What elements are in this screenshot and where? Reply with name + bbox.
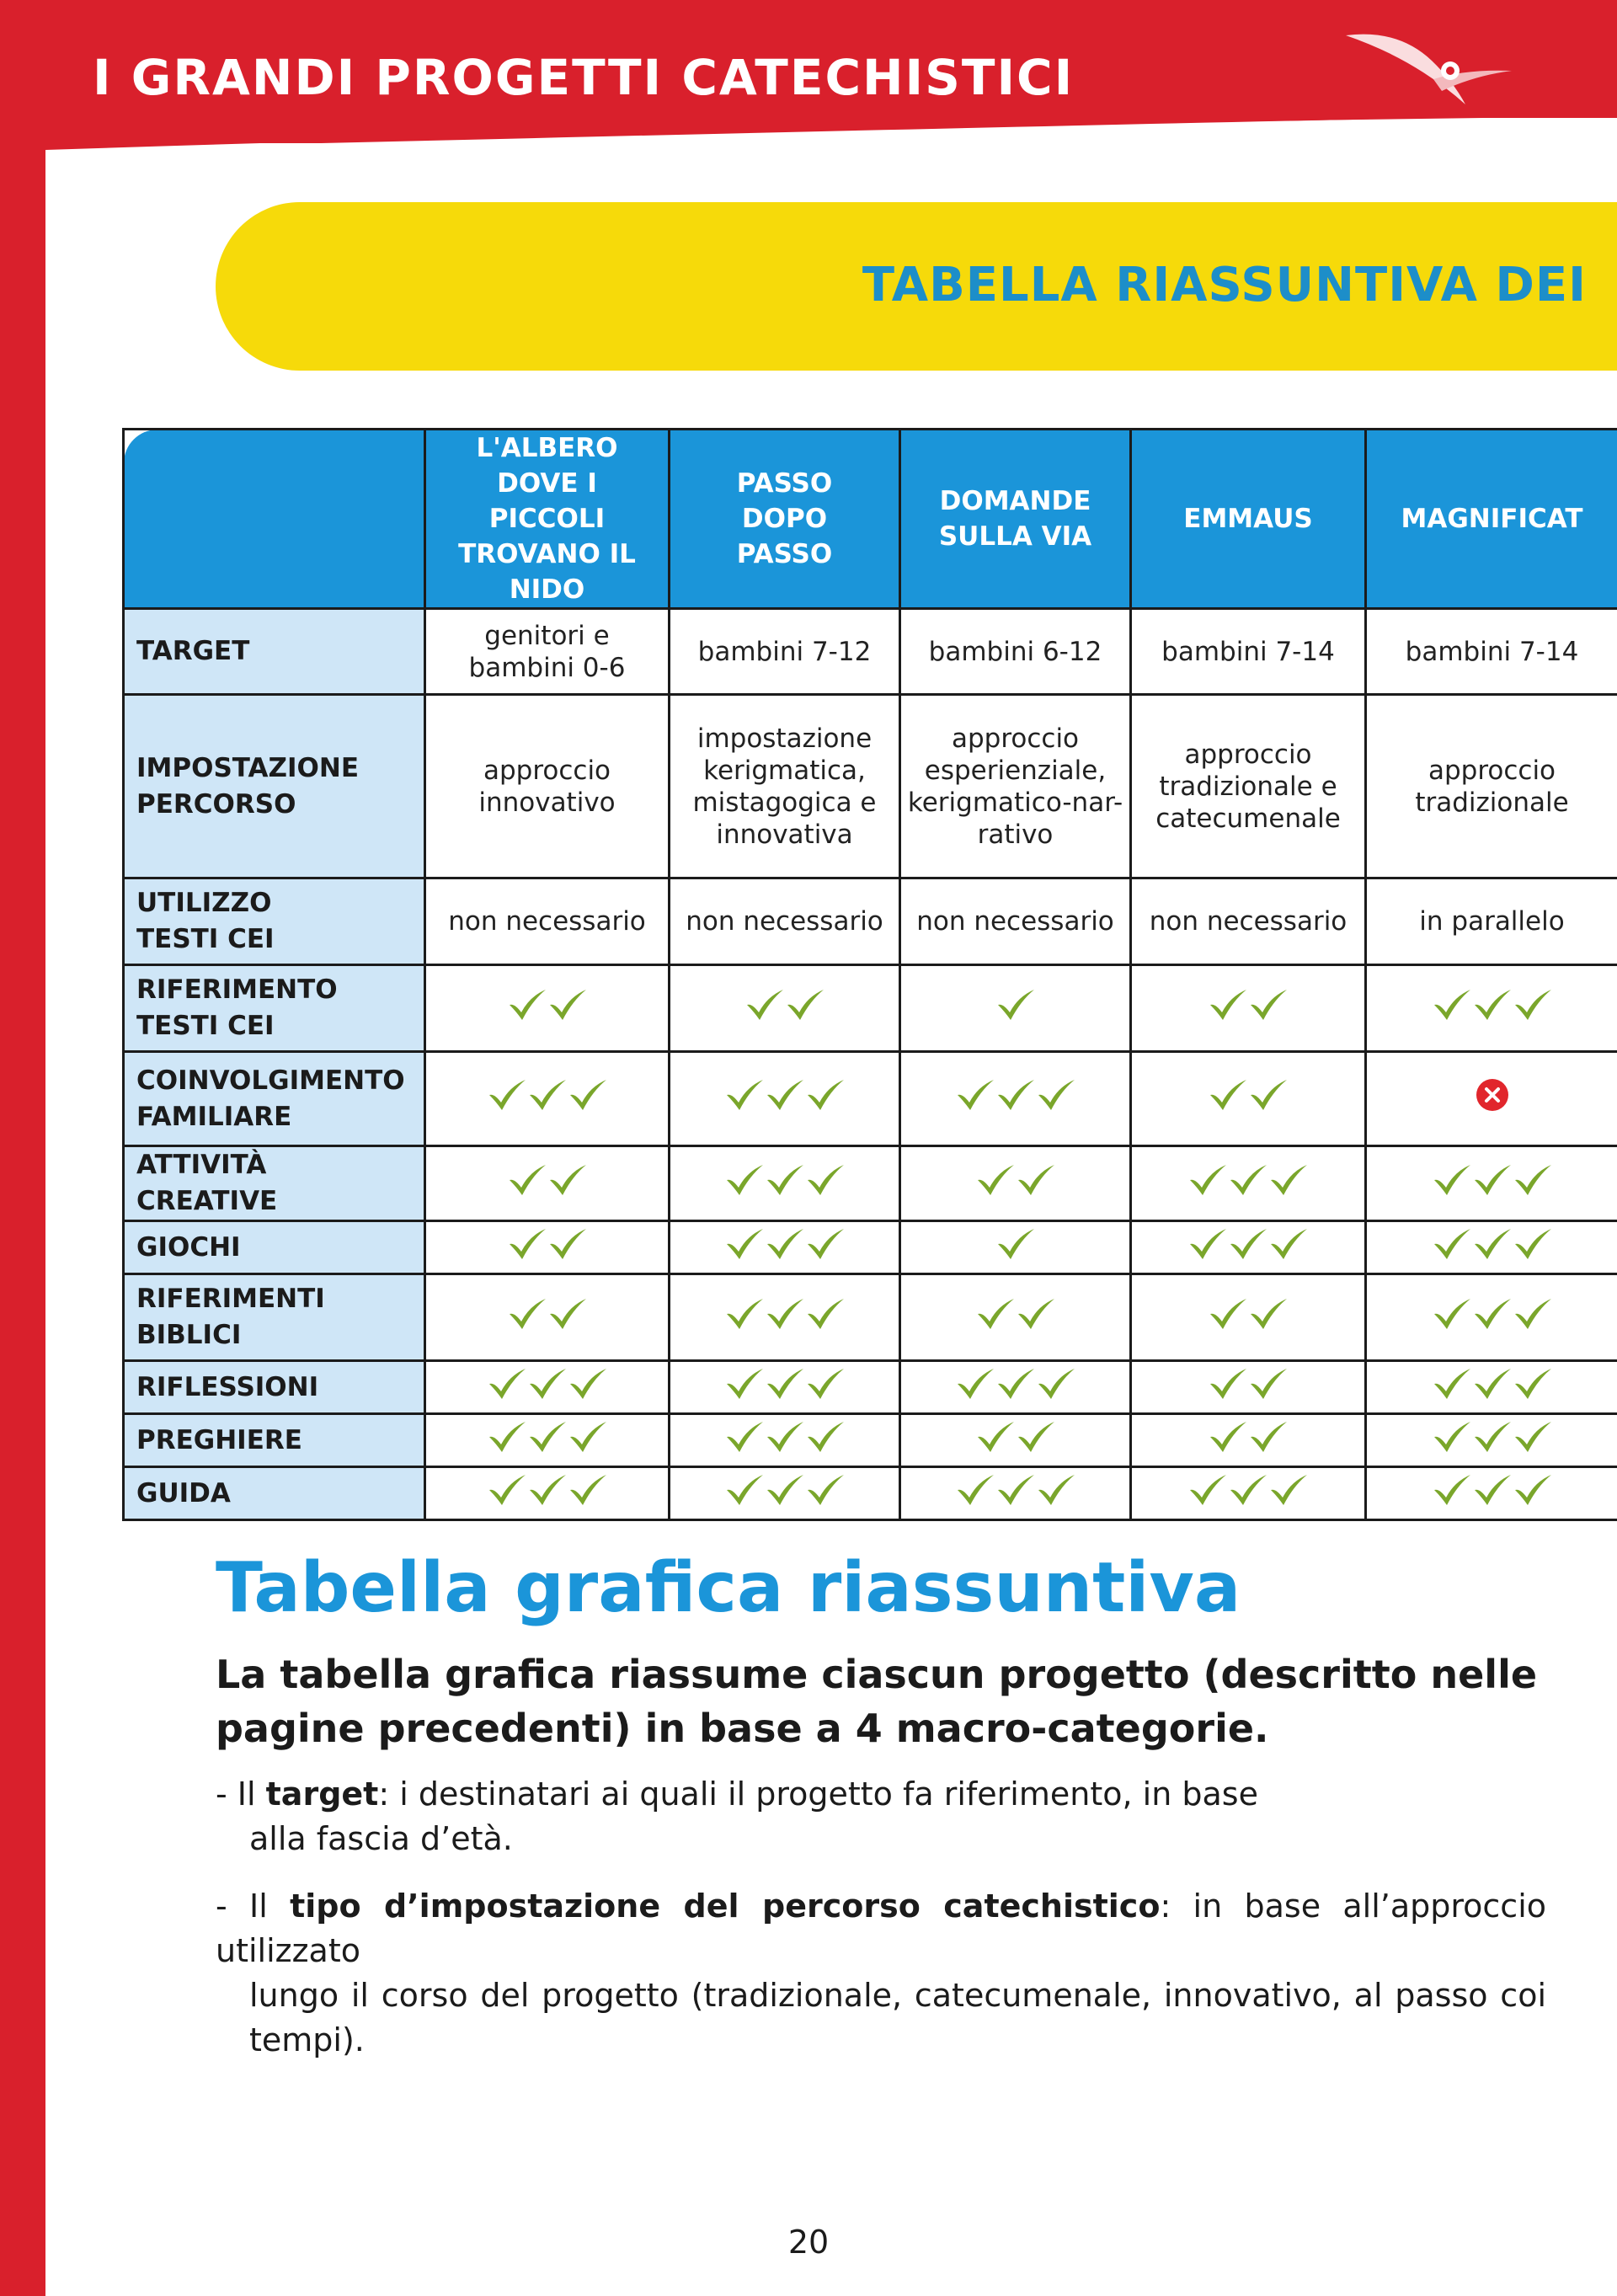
- column-header: L'ALBERO DOVE I PICCOLI TROVANO IL NIDO: [425, 430, 670, 609]
- rating-cell: [900, 1146, 1131, 1221]
- rating-cell: [425, 1146, 670, 1221]
- checkmark-icon: [567, 1471, 609, 1508]
- checkmark-icon: [1187, 1161, 1229, 1199]
- bullet-text: : i destinatari ai quali il progetto fa riferimento, in base: [378, 1775, 1258, 1813]
- checkmark-icon: [1471, 1225, 1513, 1263]
- table-header-row: [124, 430, 1617, 609]
- bullet-target: [216, 1772, 1546, 1861]
- checkmark-icon: [1207, 1295, 1249, 1332]
- rating-cell: [670, 1221, 900, 1274]
- checkmark-icon: [486, 1365, 528, 1402]
- checkmark-icon: [1471, 1471, 1513, 1508]
- rating-cell: [900, 1274, 1131, 1361]
- rating-cell: [1366, 1052, 1617, 1146]
- table-row: [124, 878, 1617, 965]
- checkmark-icon: [954, 1365, 996, 1402]
- checkmark-icon: [526, 1471, 568, 1508]
- row-label: ATTIVITÀ CREATIVE: [124, 1146, 425, 1221]
- checkmark-icon: [486, 1076, 528, 1113]
- checkmark-icon: [1431, 1161, 1473, 1199]
- checkmark-icon: [784, 986, 826, 1023]
- summary-table: [122, 428, 1617, 1521]
- checkmark-icon: [1512, 1295, 1554, 1332]
- rating-cell: [900, 1414, 1131, 1467]
- row-label: IMPOSTAZIONE PERCORSO: [124, 695, 425, 878]
- rating-cell: [670, 1052, 900, 1146]
- left-red-strip: [0, 0, 45, 2296]
- rating-cell: [1131, 965, 1366, 1052]
- checkmark-icon: [1227, 1225, 1269, 1263]
- checkmark-icon: [486, 1471, 528, 1508]
- column-header: EMMAUS: [1131, 430, 1366, 609]
- row-label: RIFLESSIONI: [124, 1361, 425, 1414]
- rating-cell: [670, 1467, 900, 1520]
- checkmark-icon: [1267, 1225, 1310, 1263]
- title-banner: [216, 202, 1617, 371]
- row-label: COINVOLGIMENTO FAMILIARE: [124, 1052, 425, 1146]
- checkmark-icon: [506, 986, 548, 1023]
- x-mark-icon: [1474, 1076, 1511, 1113]
- checkmark-icon: [547, 1295, 589, 1332]
- table-cell: approccio tradizionale: [1366, 695, 1617, 878]
- bullet-impostazione: [216, 1884, 1546, 2063]
- checkmark-icon: [974, 1161, 1017, 1199]
- row-label: GUIDA: [124, 1467, 425, 1520]
- table-cell: non necessario: [425, 878, 670, 965]
- rating-cell: [1131, 1221, 1366, 1274]
- checkmark-icon: [954, 1076, 996, 1113]
- rating-cell: [900, 1467, 1131, 1520]
- table-cell: bambini 7-14: [1131, 609, 1366, 695]
- bullet-prefix: - Il: [216, 1775, 266, 1813]
- checkmark-icon: [723, 1418, 766, 1455]
- rating-cell: [900, 1052, 1131, 1146]
- rating-cell: [425, 1467, 670, 1520]
- publisher-logo-icon: [1339, 20, 1516, 113]
- table-row: [124, 695, 1617, 878]
- column-header: MAGNIFICAT: [1366, 430, 1617, 609]
- rating-cell: [1131, 1467, 1366, 1520]
- table-cell: non necessario: [1131, 878, 1366, 965]
- checkmark-icon: [723, 1295, 766, 1332]
- rating-cell: [670, 1274, 900, 1361]
- table-row: [124, 1221, 1617, 1274]
- bullet-text: : in base all’approccio utilizzato: [216, 1888, 1547, 1969]
- checkmark-icon: [804, 1418, 846, 1455]
- row-label: PREGHIERE: [124, 1414, 425, 1467]
- section-title: Tabella grafica riassuntiva: [216, 1548, 1241, 1628]
- checkmark-icon: [1227, 1161, 1269, 1199]
- rating-cell: [1131, 1052, 1366, 1146]
- rating-cell: [900, 1221, 1131, 1274]
- checkmark-icon: [547, 986, 589, 1023]
- table-cell: approccio esperienziale, kerigmatico-nar-rativo: [900, 695, 1131, 878]
- rating-cell: [425, 1361, 670, 1414]
- checkmark-icon: [1035, 1471, 1077, 1508]
- table-cell: approccio innovativo: [425, 695, 670, 878]
- checkmark-icon: [804, 1295, 846, 1332]
- checkmark-icon: [567, 1365, 609, 1402]
- checkmark-icon: [954, 1471, 996, 1508]
- checkmark-icon: [1512, 1471, 1554, 1508]
- checkmark-icon: [804, 1471, 846, 1508]
- rating-cell: [1366, 1361, 1617, 1414]
- checkmark-icon: [506, 1295, 548, 1332]
- rating-cell: [670, 1146, 900, 1221]
- table-cell: bambini 6-12: [900, 609, 1131, 695]
- page-number: 20: [787, 2224, 830, 2261]
- checkmark-icon: [1247, 1076, 1289, 1113]
- checkmark-icon: [567, 1418, 609, 1455]
- rating-cell: [670, 1361, 900, 1414]
- checkmark-icon: [506, 1161, 548, 1199]
- checkmark-icon: [1431, 1295, 1473, 1332]
- table-cell: in parallelo: [1366, 878, 1617, 965]
- column-header: PASSO DOPO PASSO: [670, 430, 900, 609]
- checkmark-icon: [995, 1225, 1037, 1263]
- checkmark-icon: [1247, 1295, 1289, 1332]
- rating-cell: [1131, 1146, 1366, 1221]
- checkmark-icon: [567, 1076, 609, 1113]
- checkmark-icon: [547, 1161, 589, 1199]
- checkmark-icon: [764, 1418, 806, 1455]
- checkmark-icon: [1512, 1225, 1554, 1263]
- checkmark-icon: [1187, 1471, 1229, 1508]
- row-label: UTILIZZO TESTI CEI: [124, 878, 425, 965]
- checkmark-icon: [723, 1365, 766, 1402]
- table-cell: genitori e bambini 0-6: [425, 609, 670, 695]
- row-label: TARGET: [124, 609, 425, 695]
- checkmark-icon: [995, 986, 1037, 1023]
- summary-table-container: [122, 428, 1617, 1521]
- header-title: I GRANDI PROGETTI CATECHISTICI: [93, 49, 1075, 106]
- rating-cell: [1131, 1274, 1366, 1361]
- table-row: [124, 1274, 1617, 1361]
- checkmark-icon: [1207, 1418, 1249, 1455]
- checkmark-icon: [1431, 1418, 1473, 1455]
- checkmark-icon: [1035, 1076, 1077, 1113]
- checkmark-icon: [764, 1225, 806, 1263]
- checkmark-icon: [744, 986, 786, 1023]
- checkmark-icon: [995, 1471, 1037, 1508]
- table-cell: bambini 7-12: [670, 609, 900, 695]
- rating-cell: [1366, 1467, 1617, 1520]
- checkmark-icon: [1035, 1365, 1077, 1402]
- banner-title: TABELLA RIASSUNTIVA DEI: [862, 258, 1587, 312]
- checkmark-icon: [764, 1365, 806, 1402]
- table-corner-cell: [124, 430, 425, 609]
- table-cell: non necessario: [670, 878, 900, 965]
- rating-cell: [425, 965, 670, 1052]
- checkmark-icon: [1431, 986, 1473, 1023]
- checkmark-icon: [1207, 1076, 1249, 1113]
- checkmark-icon: [526, 1076, 568, 1113]
- checkmark-icon: [1015, 1295, 1057, 1332]
- table-row: [124, 1052, 1617, 1146]
- checkmark-icon: [1187, 1225, 1229, 1263]
- checkmark-icon: [1267, 1471, 1310, 1508]
- checkmark-icon: [1247, 1365, 1289, 1402]
- checkmark-icon: [1471, 1418, 1513, 1455]
- checkmark-icon: [1207, 1365, 1249, 1402]
- checkmark-icon: [804, 1161, 846, 1199]
- table-cell: approccio tradizionale e catecumenale: [1131, 695, 1366, 878]
- checkmark-icon: [486, 1418, 528, 1455]
- checkmark-icon: [1512, 1161, 1554, 1199]
- rating-cell: [1131, 1361, 1366, 1414]
- bullet-continuation: lungo il corso del progetto (tradizionale, catecumenale, innovativo, al passo coi tempi).: [249, 1977, 1546, 2058]
- rating-cell: [1366, 1221, 1617, 1274]
- rating-cell: [900, 1361, 1131, 1414]
- rating-cell: [1366, 1146, 1617, 1221]
- checkmark-icon: [1247, 986, 1289, 1023]
- table-cell: non necessario: [900, 878, 1131, 965]
- rating-cell: [1366, 1414, 1617, 1467]
- checkmark-icon: [1512, 986, 1554, 1023]
- checkmark-icon: [764, 1295, 806, 1332]
- table-row: [124, 1414, 1617, 1467]
- checkmark-icon: [764, 1471, 806, 1508]
- checkmark-icon: [1015, 1418, 1057, 1455]
- checkmark-icon: [723, 1471, 766, 1508]
- table-row: [124, 965, 1617, 1052]
- column-header: DOMANDE SULLA VIA: [900, 430, 1131, 609]
- bullet-prefix: - Il: [216, 1888, 291, 1925]
- rating-cell: [425, 1221, 670, 1274]
- section-lead: La tabella grafica riassume ciascun progetto (descritto nelle pagine precedenti) in base a 4 macro-categorie.: [216, 1652, 1538, 1751]
- checkmark-icon: [547, 1225, 589, 1263]
- checkmark-icon: [723, 1161, 766, 1199]
- table-cell: bambini 7-14: [1366, 609, 1617, 695]
- checkmark-icon: [1471, 1161, 1513, 1199]
- table-row: [124, 1361, 1617, 1414]
- rating-cell: [425, 1052, 670, 1146]
- checkmark-icon: [1267, 1161, 1310, 1199]
- bullet-term: target: [265, 1775, 379, 1813]
- checkmark-icon: [1207, 986, 1249, 1023]
- rating-cell: [425, 1274, 670, 1361]
- checkmark-icon: [526, 1365, 568, 1402]
- rating-cell: [1366, 965, 1617, 1052]
- table-row: [124, 1146, 1617, 1221]
- checkmark-icon: [974, 1418, 1017, 1455]
- checkmark-icon: [804, 1225, 846, 1263]
- checkmark-icon: [506, 1225, 548, 1263]
- checkmark-icon: [804, 1076, 846, 1113]
- checkmark-icon: [974, 1295, 1017, 1332]
- bullet-term: tipo d’impostazione del percorso catechistico: [290, 1888, 1161, 1925]
- checkmark-icon: [526, 1418, 568, 1455]
- checkmark-icon: [723, 1225, 766, 1263]
- checkmark-icon: [1471, 986, 1513, 1023]
- row-label: RIFERIMENTO TESTI CEI: [124, 965, 425, 1052]
- rating-cell: [1366, 1274, 1617, 1361]
- checkmark-icon: [1471, 1365, 1513, 1402]
- rating-cell: [900, 965, 1131, 1052]
- rating-cell: [425, 1414, 670, 1467]
- checkmark-icon: [723, 1076, 766, 1113]
- table-row: [124, 609, 1617, 695]
- checkmark-icon: [1431, 1471, 1473, 1508]
- bullet-continuation: alla fascia d’età.: [249, 1820, 513, 1857]
- rating-cell: [1131, 1414, 1366, 1467]
- row-label: GIOCHI: [124, 1221, 425, 1274]
- checkmark-icon: [1471, 1295, 1513, 1332]
- checkmark-icon: [1431, 1365, 1473, 1402]
- checkmark-icon: [995, 1365, 1037, 1402]
- checkmark-icon: [1247, 1418, 1289, 1455]
- checkmark-icon: [1227, 1471, 1269, 1508]
- table-cell: impostazione kerigmatica, mistagogica e innovativa: [670, 695, 900, 878]
- checkmark-icon: [1512, 1418, 1554, 1455]
- checkmark-icon: [1512, 1365, 1554, 1402]
- table-row: [124, 1467, 1617, 1520]
- checkmark-icon: [764, 1161, 806, 1199]
- rating-cell: [670, 1414, 900, 1467]
- checkmark-icon: [804, 1365, 846, 1402]
- row-label: RIFERIMENTI BIBLICI: [124, 1274, 425, 1361]
- checkmark-icon: [764, 1076, 806, 1113]
- checkmark-icon: [995, 1076, 1037, 1113]
- checkmark-icon: [1015, 1161, 1057, 1199]
- checkmark-icon: [1431, 1225, 1473, 1263]
- rating-cell: [670, 965, 900, 1052]
